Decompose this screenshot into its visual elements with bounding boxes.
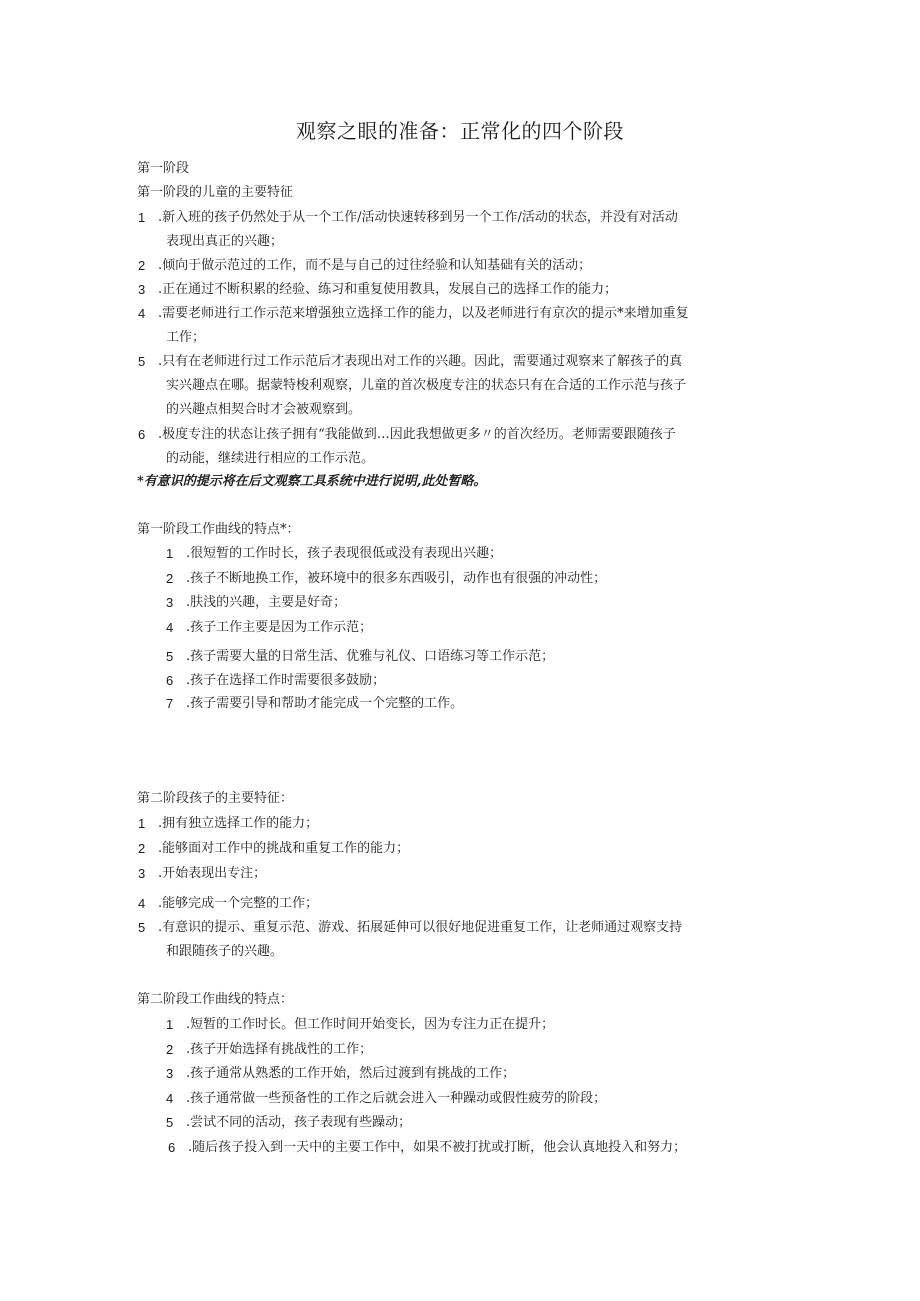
list-item-text: .随后孩子投入到一天中的主要工作中，如果不被打扰或打断，他会认真地投入和努力； [188,1140,687,1155]
list-item-number: 1 [138,210,146,225]
list-item-text: .倾向于做示范过的工作，而不是与自己的过往经验和认知基础有关的活动； [158,258,592,273]
list-item-number: 5 [138,920,146,935]
list-item-number: 3 [166,1066,174,1081]
list-item-text: .能够完成一个完整的工作； [158,896,319,911]
list-item-text: .拥有独立选择工作的能力； [158,816,319,831]
list-item-text: .需要老师进行工作示范来增强独立选择工作的能力，以及老师进行有京次的提示*来增加重复 [158,306,689,321]
list-item-text: .能够面对工作中的挑战和重复工作的能力； [158,841,410,856]
list-item-number: 4 [166,1091,174,1106]
stage1-heading: 第一阶段 [137,161,190,176]
list-item-number: 5 [166,1115,174,1130]
list-item-number: 3 [138,282,146,297]
list-item-number: 1 [138,816,146,831]
list-item-number: 3 [166,595,174,610]
list-item-text: .孩子通常做一些预备性的工作之后就会进入一种躁动或假性疲劳的阶段； [186,1091,607,1106]
list-item-number: 4 [166,620,174,635]
list-item-text: .短暂的工作时长。但工作时间开始变长，因为专注力正在提升； [186,1017,555,1032]
list-item-number: 1 [166,1017,174,1032]
list-item-text: .肤浅的兴趣，主要是好奇； [186,595,347,610]
stage2-features-heading: 第二阶段孩子的主要特征： [137,791,294,806]
list-item-number: 2 [138,258,146,273]
list-item-text: .新入班的孩子仍然处于从一个工作/活动快速转移到另一个工作/活动的状态，并没有对活动 [158,210,678,225]
list-item-text: .孩子在选择工作时需要很多鼓励； [186,673,386,688]
list-item-number: 6 [166,673,174,688]
list-item-text: .极度专注的状态让孩子拥有“我能做到…因此我想做更多〃的首次经历。老师需要跟随孩子 [158,427,676,442]
list-item-number: 6 [168,1140,176,1155]
stage1-curve-heading: 第一阶段工作曲线的特点*： [137,522,300,537]
stage2-curve-heading: 第二阶段工作曲线的特点： [137,992,294,1007]
list-item-text: 表现出真正的兴趣； [166,234,284,249]
list-item-number: 2 [166,1042,174,1057]
list-item-number: 5 [138,354,146,369]
list-item-text: .孩子通常从熟悉的工作开始，然后过渡到有挑战的工作； [186,1066,516,1081]
list-item-text: .孩子需要引导和帮助才能完成一个完整的工作。 [186,696,464,711]
list-item-text: .正在通过不断积累的经验、练习和重复使用教具，发展自己的选择工作的能力； [158,282,618,297]
list-item-number: 4 [138,306,146,321]
list-item-text: .孩子需要大量的日常生活、优雅与礼仪、口语练习等工作示范； [186,649,555,664]
list-item-number: 2 [166,571,174,586]
list-item-text: .很短暂的工作时长，孩子表现很低或没有表现出兴趣； [186,546,503,561]
footnote: *有意识的提示将在后文观察工具系统中进行说明,此处暂略。 [137,474,487,489]
list-item-text: .有意识的提示、重复示范、游戏、拓展延伸可以很好地促进重复工作，让老师通过观察支持 [158,920,683,935]
list-item-number: 7 [166,696,174,711]
list-item-text: 的兴趣点相契合时才会被观察到。 [166,402,362,417]
list-item-number: 3 [138,866,146,881]
list-item-number: 6 [138,427,146,442]
list-item-text: 的动能，继续进行相应的工作示范。 [166,451,375,466]
list-item-number: 2 [138,841,146,856]
list-item-text: .孩子不断地换工作，被环境中的很多东西吸引，动作也有很强的冲动性； [186,571,607,586]
list-item-text: .只有在老师进行过工作示范后才表现出对工作的兴趣。因此，需要通过观察来了解孩子的真 [158,354,683,369]
list-item-text: 工作； [166,330,206,345]
list-item-text: .尝试不同的活动，孩子表现有些躁动； [186,1115,412,1130]
list-item-text: 和跟随孩子的兴趣。 [166,944,284,959]
list-item-text: .孩子开始选择有挑战性的工作； [186,1042,373,1057]
list-item-text: .开始表现出专注； [158,866,267,881]
list-item-text: 实兴趣点在哪。据蒙特梭利观察，儿童的首次极度专注的状态只有在合适的工作示范与孩子 [166,378,687,393]
list-item-number: 1 [166,546,174,561]
list-item-number: 4 [138,896,146,911]
list-item-text: .孩子工作主要是因为工作示范； [186,620,373,635]
stage1-features-heading: 第一阶段的儿童的主要特征 [137,185,294,200]
page-title: 观察之眼的准备：正常化的四个阶段 [296,119,624,143]
list-item-number: 5 [166,649,174,664]
